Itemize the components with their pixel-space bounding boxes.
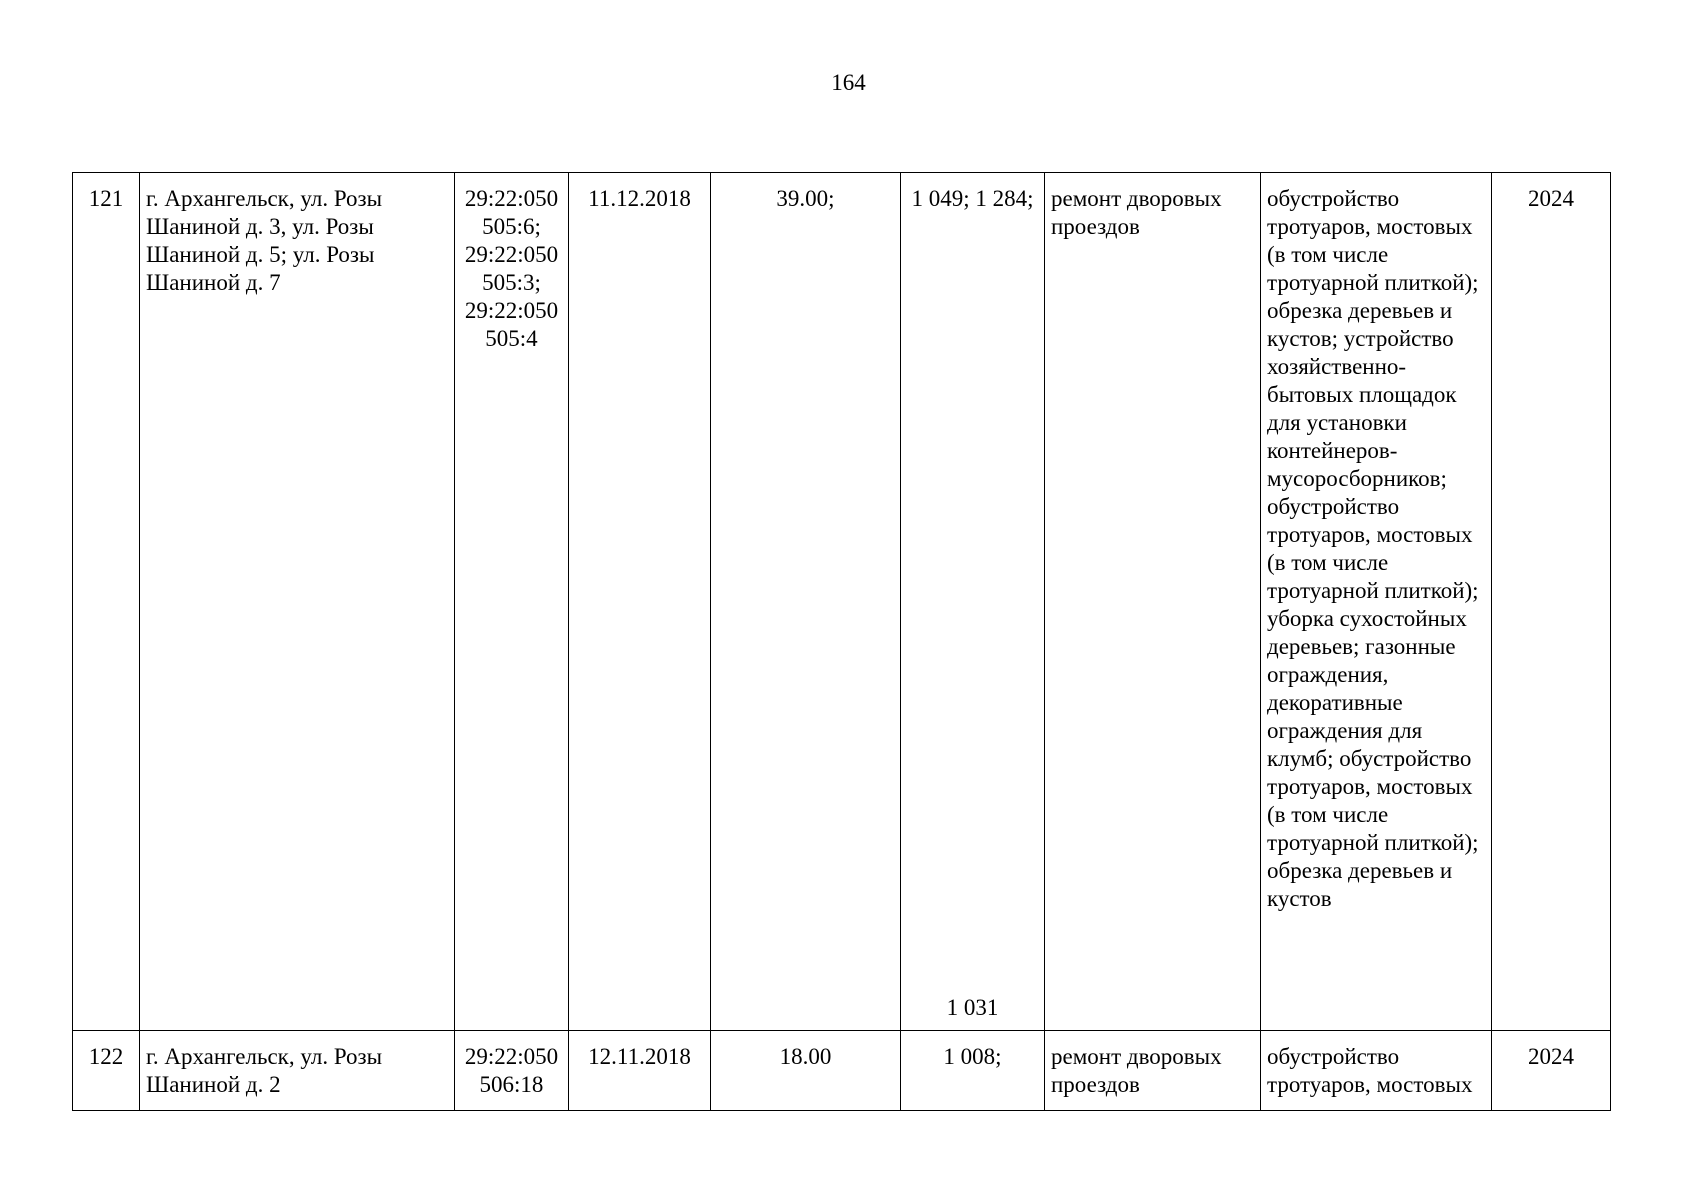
row-number: 122: [73, 1031, 140, 1111]
area-bottom: 1 031: [946, 995, 999, 1020]
work-type-cell: ремонт дворовых проездов: [1045, 173, 1261, 1031]
date-cell: 12.11.2018: [569, 1031, 711, 1111]
work-type-cell: ремонт дворовых проездов: [1045, 1031, 1261, 1111]
table-row: [73, 1031, 1611, 1111]
table-row: [73, 173, 1611, 1031]
work-details-cell: обустройство тротуаров, мостовых (в том числе тротуарной плиткой); обрезка деревьев и кустов; устройство хозяйственно-бытовых площадок для установки контейнеров-мусоросборников; обустройство тротуаров, мостовых (в том числе тротуарной плиткой); уборка сухостойных деревьев; газонные ограждения, декоративные ограждения для клумб; обустройство тротуаров, мостовых (в том числе тротуарной плиткой); обрезка деревьев и кустов: [1261, 173, 1492, 1031]
address-cell: г. Архангельск, ул. Розы Шаниной д. 2: [140, 1031, 455, 1111]
value-cell: 18.00: [711, 1031, 901, 1111]
page-number: 164: [831, 70, 866, 95]
cadastral-cell: 29:22:050 505:6; 29:22:050 505:3; 29:22:050 505:4: [455, 173, 569, 1031]
area-cell: 1 008;: [901, 1031, 1045, 1111]
address-cell: г. Архангельск, ул. Розы Шаниной д. 3, ул. Розы Шаниной д. 5; ул. Розы Шаниной д. 7: [140, 173, 455, 1031]
cadastral-cell: 29:22:050 506:18: [455, 1031, 569, 1111]
registry-table: [72, 172, 1611, 1111]
area-cell: [901, 173, 1045, 1031]
work-details-cell: обустройство тротуаров, мостовых: [1261, 1031, 1492, 1111]
value-cell: 39.00;: [711, 173, 901, 1031]
year-cell: 2024: [1492, 173, 1611, 1031]
row-number: 121: [73, 173, 140, 1031]
area-top: 1 049; 1 284;: [911, 186, 1034, 211]
year-cell: 2024: [1492, 1031, 1611, 1111]
date-cell: 11.12.2018: [569, 173, 711, 1031]
